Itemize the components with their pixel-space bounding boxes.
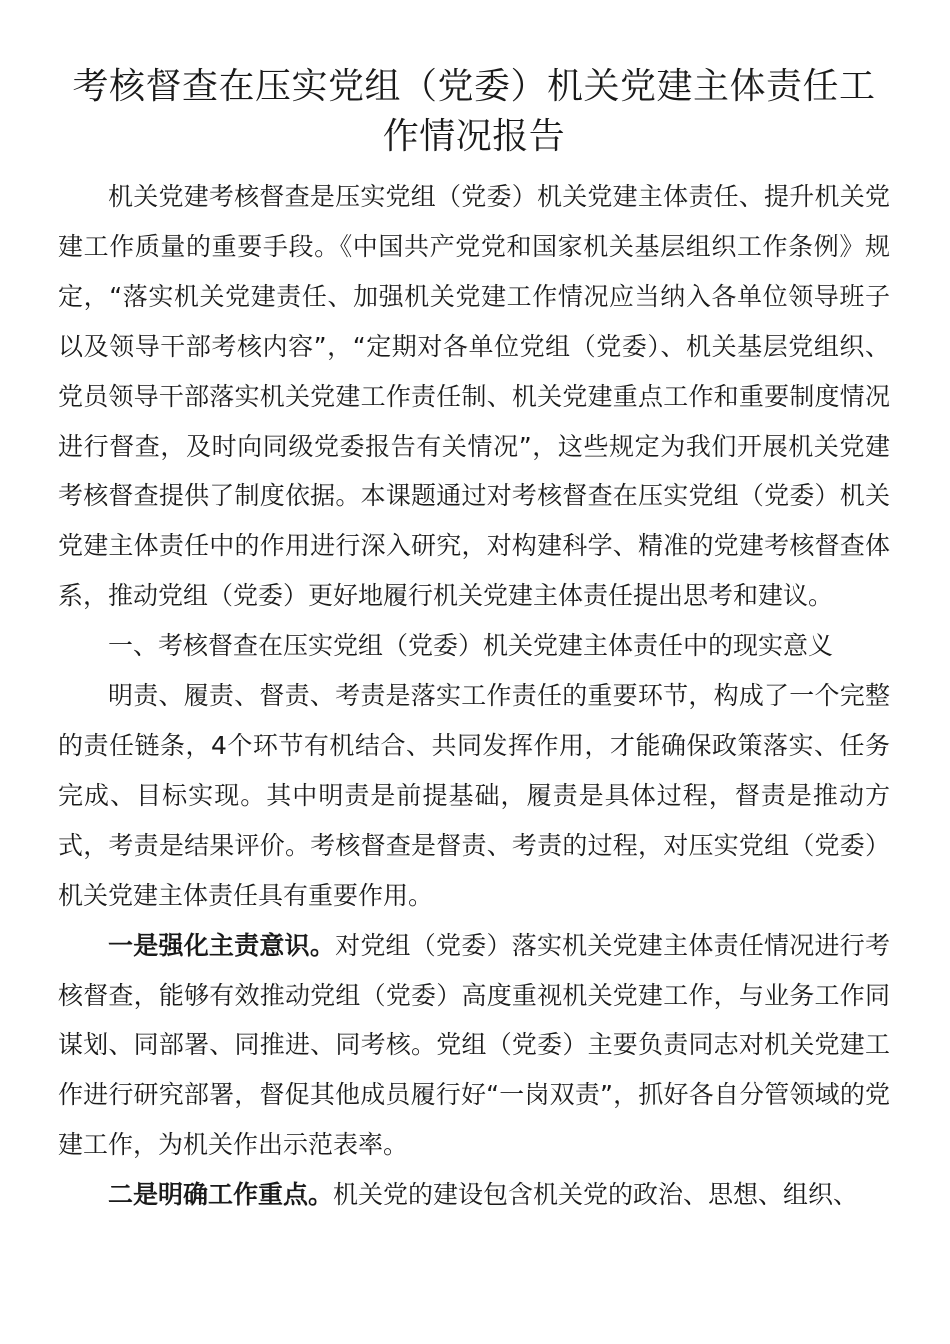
point-lead: 二是明确工作重点。 (108, 1180, 334, 1210)
paragraph-intro (58, 172, 890, 621)
section-heading-1 (58, 621, 890, 671)
paragraph-text: 机关党建考核督查是压实党组（党委）机关党建主体责任、提升机关党建工作质量的重要手段。《中国共产党党和国家机关基层组织工作条例》规定，“落实机关党建责任、加强机关党建工作情况应当纳入各单位领导班子以及领导干部考核内容”，“定期对各单位党组（党委）、机关基层党组织、党员领导干部落实机关党建工作责任制、机关党建重点工作和重要制度情况进行督查，及时向同级党委报告有关情况”，这些规定为我们开展机关党建考核督查提供了制度依据。本课题通过对考核督查在压实党组（党委）机关党建主体责任中的作用进行深入研究，对构建科学、精准的党建考核督查体系，推动党组（党委）更好地履行机关党建主体责任提出思考和建议。 (58, 182, 890, 611)
paragraph-point-1 (58, 921, 890, 1171)
point-lead: 一是强化主责意识。 (108, 930, 336, 960)
document-title: 考核督查在压实党组（党委）机关党建主体责任工作情况报告 (72, 66, 876, 157)
paragraph-text: 机关党的建设包含机关党的政治、思想、组织、 (333, 1180, 859, 1210)
paragraph-text: 明责、履责、督责、考责是落实工作责任的重要环节，构成了一个完整的责任链条，4个环节有机结合、共同发挥作用，才能确保政策落实、任务完成、目标实现。其中明责是前提基础，履责是具体过程，督责是推动方式，考责是结果评价。考核督查是督责、考责的过程，对压实党组（党委）机关党建主体责任具有重要作用。 (58, 681, 890, 910)
document-page (58, 62, 890, 1220)
paragraph-text: 对党组（党委）落实机关党建主体责任情况进行考核督查，能够有效推动党组（党委）高度重视机关党建工作，与业务工作同谋划、同部署、同推进、同考核。党组（党委）主要负责同志对机关党建工作进行研究部署，督促其他成员履行好“一岗双责”，抓好各自分管领域的党建工作，为机关作出示范表率。 (58, 930, 890, 1160)
section-heading-text: 一、考核督查在压实党组（党委）机关党建主体责任中的现实意义 (108, 631, 834, 661)
paragraph-responsibility-chain (58, 671, 890, 921)
paragraph-point-2 (58, 1170, 890, 1220)
